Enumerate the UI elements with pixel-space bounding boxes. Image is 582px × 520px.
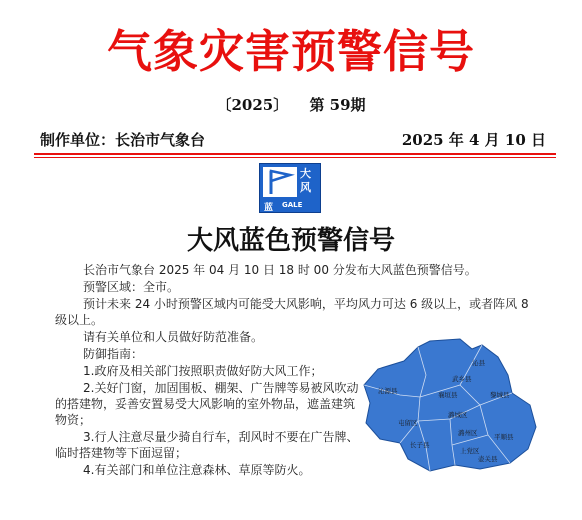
issue-line	[0, 94, 582, 115]
paragraph-issued: 长治市气象台 2025 年 04 月 10 日 18 时 00 分发布大风蓝色预警信号。	[83, 263, 477, 277]
warning-headline: 大风蓝色预警信号	[186, 226, 395, 256]
badge-name-zh: 大风	[300, 167, 311, 194]
map-region-shape	[364, 339, 536, 471]
issue-date: 2025 年 4 月 10 日	[401, 131, 546, 149]
paragraph-area: 预警区域：全市。	[83, 280, 180, 294]
map-label-tunliu: 屯留区	[398, 419, 418, 427]
paragraph-forecast: 预计未来 24 小时预警区域内可能受大风影响，平均风力可达 6 级以上，或者阵风 8 级以上。	[55, 297, 529, 327]
guide-item-2: 2.关好门窗，加固围板、棚架、广告牌等易被风吹动的搭建物，妥善安置易受大风影响的室外物品，遮盖建筑物资；	[55, 381, 359, 427]
issue-number: 第 59期	[309, 96, 366, 114]
issue-year: 〔2025〕	[216, 96, 289, 114]
map-label-qinxian: 沁县	[472, 359, 485, 367]
badge-level-zh: 蓝	[264, 203, 274, 213]
map-label-zhangzi: 长子县	[410, 441, 430, 449]
map-label-xiangyuan: 襄垣县	[438, 391, 458, 399]
map-label-shangdang: 上党区	[460, 447, 480, 455]
producer-label: 制作单位：长治市气象台	[40, 131, 206, 149]
map-label-lucheng: 潞城区	[448, 411, 468, 419]
map-label-pingshun: 平顺县	[494, 433, 514, 441]
guide-item-4: 4.有关部门和单位注意森林、草原等防火。	[83, 463, 311, 477]
paragraph-prepare: 请有关单位和人员做好防范准备。	[83, 330, 264, 344]
map-label-huguan: 壶关县	[478, 455, 498, 463]
map-label-licheng: 黎城县	[490, 391, 510, 399]
guide-item-3: 3.行人注意尽量少骑自行车，刮风时不要在广告牌、临时搭建物等下面逗留；	[55, 430, 359, 460]
guide-item-1: 1.政府及相关部门按照职责做好防大风工作；	[83, 364, 323, 378]
wind-flag-icon	[263, 167, 297, 197]
badge-name-en: GALE	[282, 201, 303, 209]
paragraph-guide-title: 防御指南：	[83, 347, 144, 361]
map-label-qinyuan: 沁源县	[378, 387, 398, 395]
map-label-wuxiang: 武乡县	[452, 375, 472, 383]
masthead-title: 气象灾害预警信号	[106, 25, 475, 78]
map-label-luzhou: 潞州区	[458, 429, 478, 437]
gale-blue-signal-icon	[259, 163, 321, 213]
warning-area-map	[360, 335, 540, 475]
header-divider-thin	[34, 157, 556, 158]
header-divider	[34, 153, 556, 155]
